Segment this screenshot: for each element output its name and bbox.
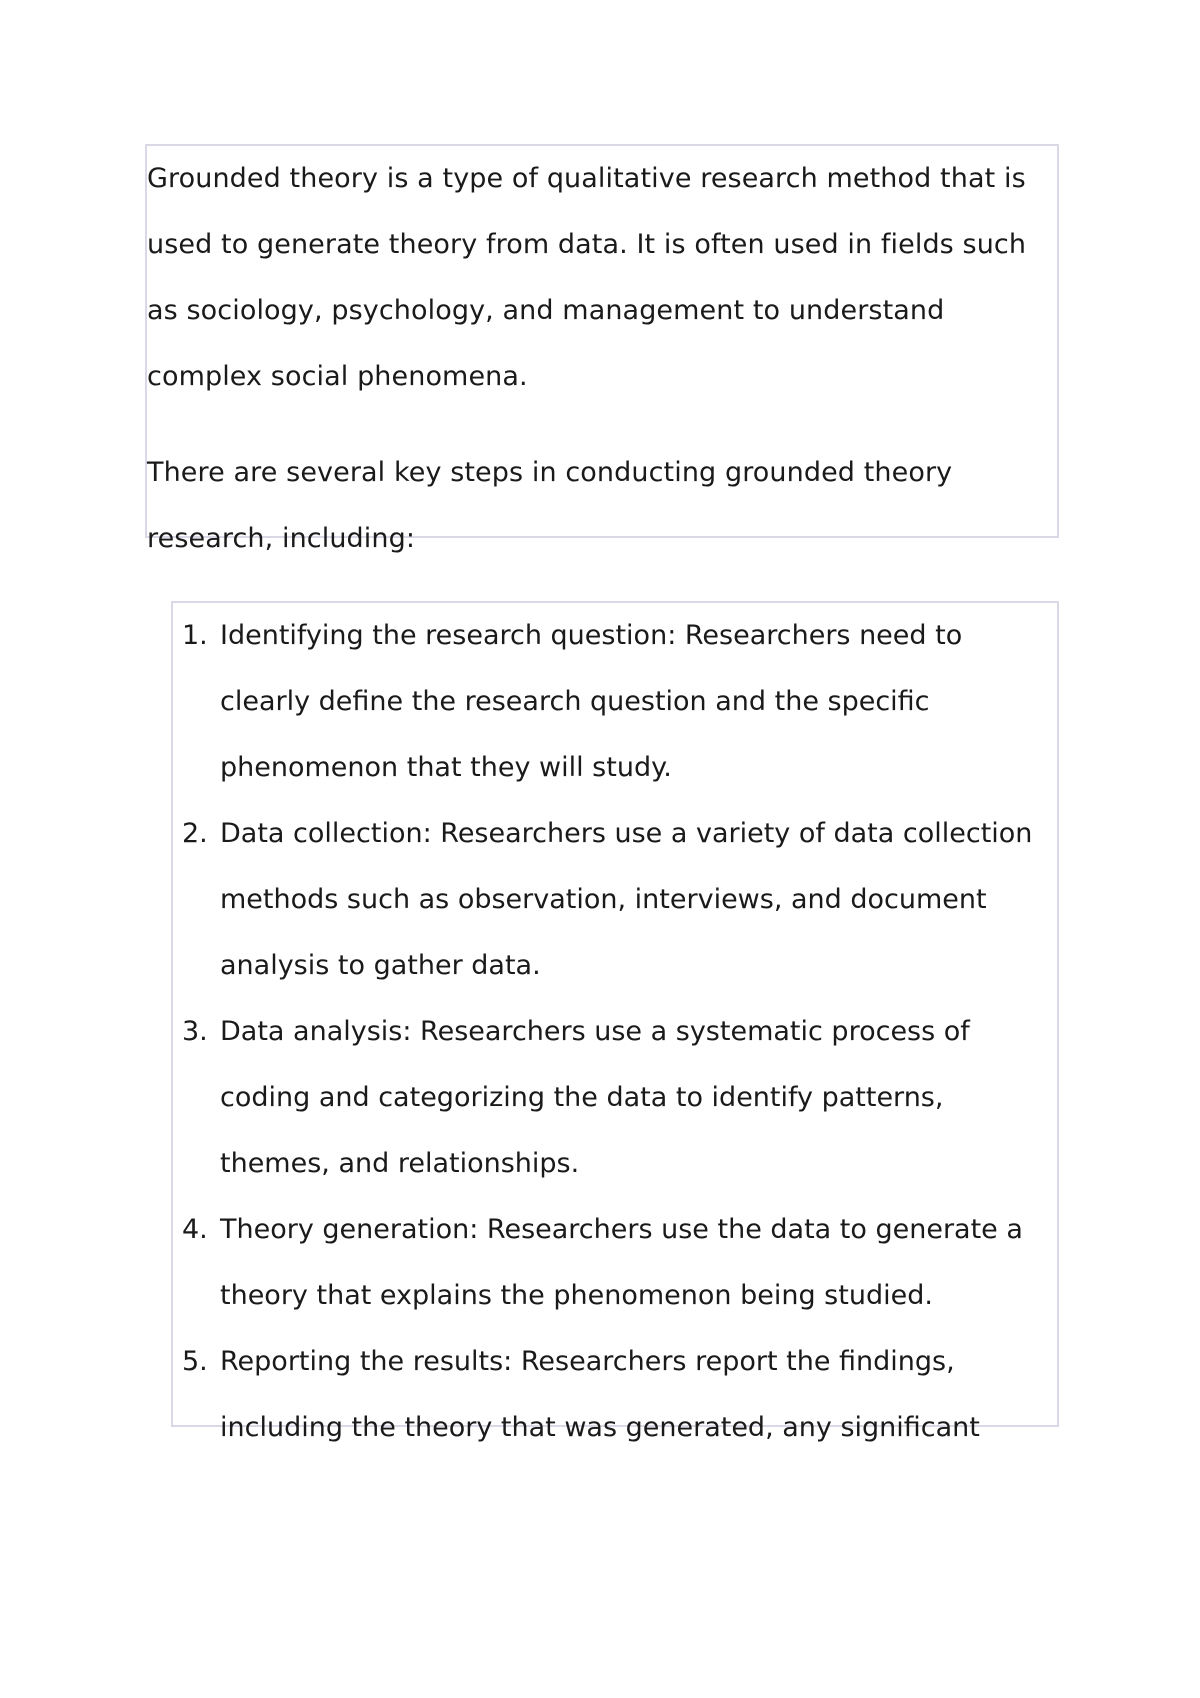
list-item-number: 1. bbox=[182, 620, 208, 651]
list-item bbox=[173, 801, 1057, 999]
list-item-text: Reporting the results: Researchers report the findings, including the theory that was generated, any significant bbox=[220, 1346, 980, 1443]
steps-list bbox=[173, 603, 1057, 1461]
list-item-text: Identifying the research question: Researchers need to clearly define the research question and the specific phenomenon that they will study. bbox=[220, 620, 963, 783]
list-item-number: 2. bbox=[182, 818, 208, 849]
intro-paragraph: Grounded theory is a type of qualitative research method that is used to generate theory from data. It is often used in fields such as sociology, psychology, and management to understand complex social phenomena. bbox=[147, 163, 1027, 392]
list-item-text: Theory generation: Researchers use the data to generate a theory that explains the phenomenon being studied. bbox=[220, 1214, 1023, 1311]
list-item bbox=[173, 999, 1057, 1197]
list-item-number: 5. bbox=[182, 1346, 208, 1377]
steps-intro-paragraph: There are several key steps in conducting grounded theory research, including: bbox=[147, 457, 953, 554]
list-item-number: 3. bbox=[182, 1016, 208, 1047]
list-item bbox=[173, 603, 1057, 801]
list-item bbox=[173, 1197, 1057, 1329]
intro-text-box bbox=[145, 144, 1059, 554]
list-item-number: 4. bbox=[182, 1214, 208, 1245]
steps-list-box bbox=[171, 601, 1059, 1443]
list-item-text: Data analysis: Researchers use a systematic process of coding and categorizing the data to identify patterns, themes, and relationships. bbox=[220, 1016, 970, 1179]
list-item-text: Data collection: Researchers use a variety of data collection methods such as observation, interviews, and document analysis to gather data. bbox=[220, 818, 1033, 981]
list-item bbox=[173, 1329, 1057, 1461]
